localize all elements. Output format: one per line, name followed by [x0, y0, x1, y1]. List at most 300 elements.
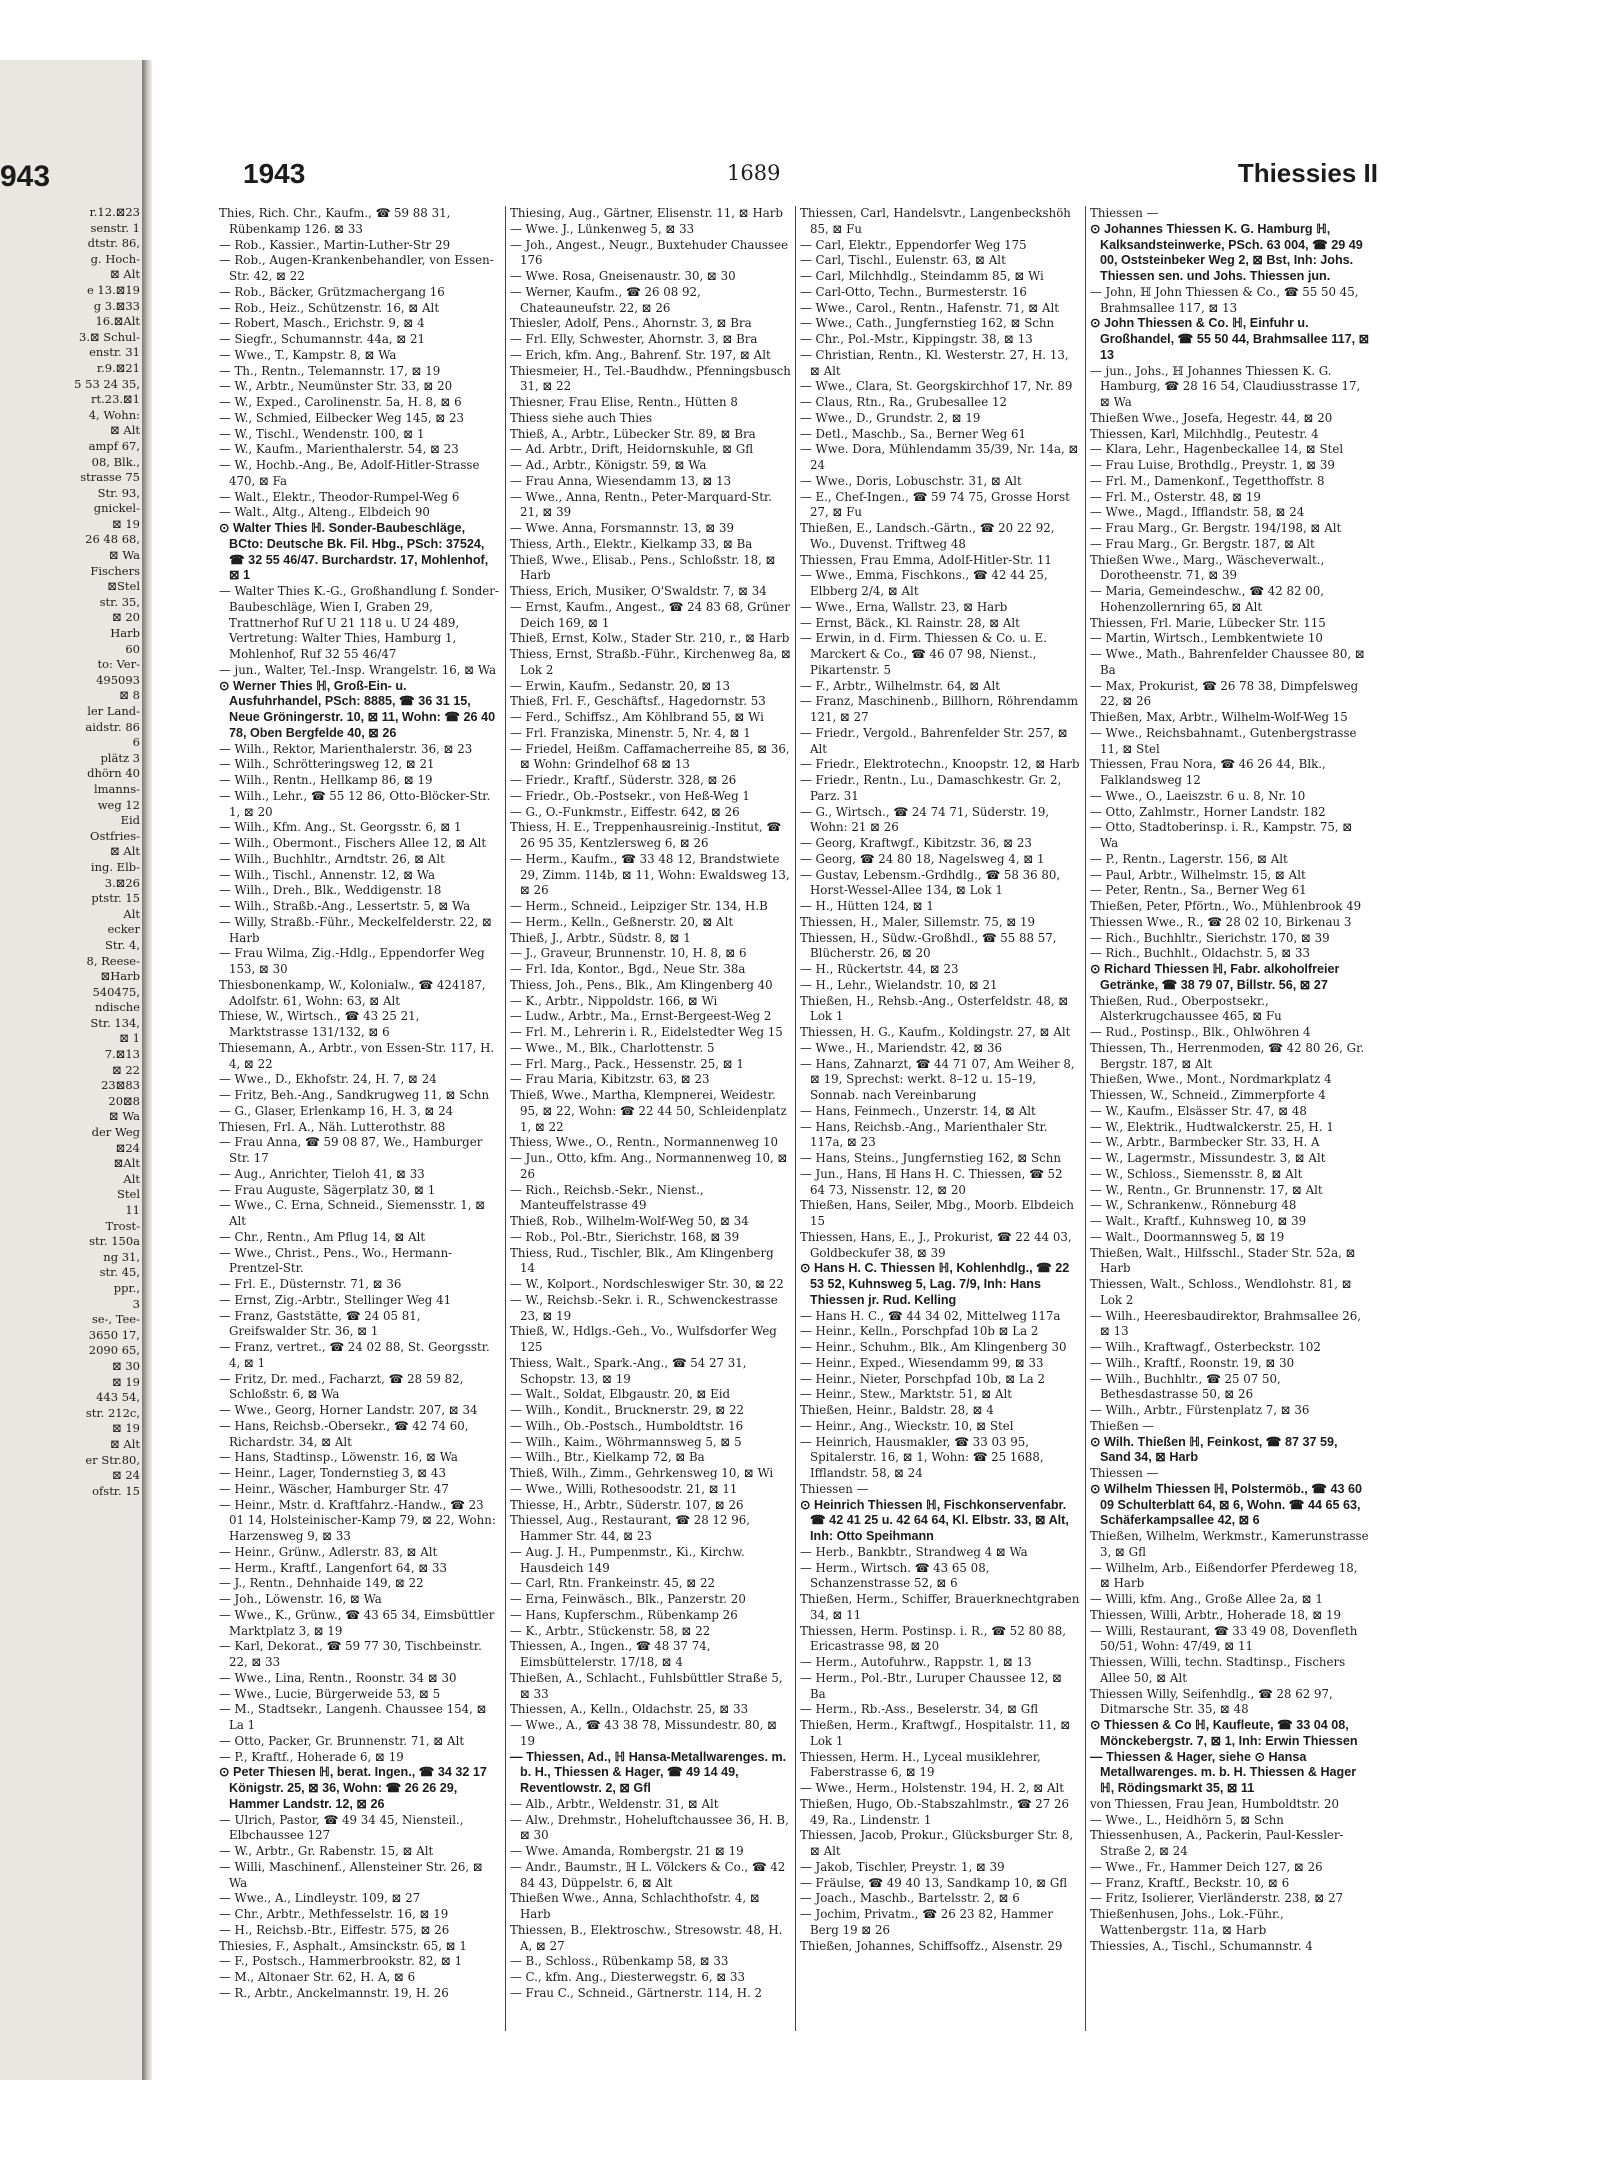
directory-entry: — M., Altonaer Str. 62, H. A, ⊠ 6 — [219, 1970, 416, 1984]
directory-entry: — Willi, Maschinenf., Allensteiner Str. 26, ⊠ Wa — [219, 1859, 483, 1890]
directory-entry: — Frau Marg., Gr. Bergstr. 194/198, ⊠ Alt — [1090, 521, 1342, 535]
directory-entry: — Rich., Reichsb.-Sekr., Nienst., Manteuffelstrasse 49 — [510, 1182, 704, 1213]
previous-page-fragment: dtstr. 86, — [87, 236, 140, 251]
directory-entry: — Wwe. Rosa, Gneisenaustr. 30, ⊠ 30 — [510, 269, 736, 283]
previous-page-fragment: aidstr. 86 — [85, 719, 140, 734]
directory-entry: — Wilh., Ob.-Postsch., Humboldtstr. 16 — [510, 1418, 744, 1433]
directory-entry: — Friedr., Kraftf., Süderstr. 328, ⊠ 26 — [510, 773, 737, 787]
directory-entry: — Peter, Rentn., Sa., Berner Weg 61 — [1090, 883, 1307, 898]
directory-entry: — Wwe. Amanda, Rombergstr. 21 ⊠ 19 — [510, 1844, 744, 1858]
directory-entry: — Ernst, Bäck., Kl. Rainstr. 28, ⊠ Alt — [800, 615, 1020, 630]
directory-entry: Thies, Rich. Chr., Kaufm., ☎ 59 88 31, Rübenkamp 126. ⊠ 33 — [219, 206, 451, 236]
directory-entry: — Wilh., Kaim., Wöhrmannsweg 5, ⊠ 5 — [510, 1434, 742, 1449]
directory-entry: ⊙ Walter Thies ℍ. Sonder-Baubeschläge, BCto: Deutsche Bk. Fil. Hbg., PSch: 37524, ☎ 32 55 46/47. Burchardstr. 17, Mohlenhof, ⊠ 1 — [219, 521, 489, 583]
directory-entry: — Franz, vertret., ☎ 24 02 88, St. Georgsstr. 4, ⊠ 1 — [219, 1340, 490, 1370]
directory-entry: — Rich., Buchhltr., Sierichstr. 170, ⊠ 39 — [1090, 930, 1330, 945]
previous-page-fragment: r.9.⊠21 — [96, 360, 140, 375]
directory-entry: Thieß, W., Hdlgs.-Geh., Vo., Wulfsdorfer Weg 125 — [510, 1324, 777, 1354]
directory-entry: — Claus, Rtn., Ra., Grubesallee 12 — [800, 395, 1007, 409]
directory-entry: — Ferd., Schiffsz., Am Köhlbrand 55, ⊠ Wi — [510, 710, 764, 724]
directory-entry: Thiess, Arth., Elektr., Kielkamp 33, ⊠ Ba — [510, 536, 753, 551]
directory-entry: — Hans, Steins., Jungfernstieg 162, ⊠ Schn — [800, 1151, 1061, 1165]
previous-page-fragment: r.12.⊠23 — [89, 205, 140, 219]
directory-entry: — Herm., Kraftf., Langenfort 64, ⊠ 33 — [219, 1560, 448, 1575]
previous-page-fragment: ofstr. 15 — [92, 1483, 140, 1498]
directory-entry: — Heinr., Exped., Wiesendamm 99, ⊠ 33 — [800, 1355, 1044, 1370]
directory-entry: — Hans, Reichsb.-Obersekr., ☎ 42 74 60, Richardstr. 34, ⊠ Alt — [219, 1418, 469, 1449]
previous-page-fragment: 60 — [125, 641, 140, 656]
previous-page-fragment: Str. 134, — [90, 1015, 140, 1030]
directory-entry: — Rob., Pol.-Btr., Sierichstr. 168, ⊠ 39 — [510, 1229, 740, 1244]
directory-entry: — J., Graveur, Brunnenstr. 10, H. 8, ⊠ 6 — [510, 946, 747, 961]
previous-page-fragment: str. 150a — [89, 1234, 140, 1249]
directory-entry: — Otto, Stadtoberinsp. i. R., Kampstr. 75, ⊠ Wa — [1090, 820, 1353, 850]
previous-page-fragment: ler Land- — [87, 704, 140, 718]
directory-entry: — F., Arbtr., Wilhelmstr. 64, ⊠ Alt — [800, 678, 1001, 693]
previous-page-fragment: 495093 — [96, 672, 140, 687]
directory-entry: Thiessen, Frl. Marie, Lübecker Str. 115 — [1090, 615, 1326, 630]
previous-page-year: 943 — [0, 160, 51, 193]
directory-entry: — Robert, Masch., Erichstr. 9, ⊠ 4 — [219, 316, 425, 331]
directory-entry: ⊙ Werner Thies ℍ, Groß-Ein- u. Ausfuhrhandel, PSch: 8885, ☎ 36 31 15, Neue Gröningerstr. 10, ⊠ 11, Wohn: ☎ 26 40 78, Oben Bergfelde 40, ⊠ 26 — [219, 678, 496, 740]
directory-entry: — Wwe., Herm., Holstenstr. 194, H. 2, ⊠ Alt — [800, 1781, 1064, 1795]
directory-entry: Thießen, Herm., Schiffer, Brauerknechtgraben 34, ⊠ 11 — [800, 1592, 1080, 1622]
directory-entry: Thiessen, B., Elektroschw., Stresowstr. 48, H. A, ⊠ 27 — [510, 1922, 783, 1953]
previous-page-fragment: ppr., — [113, 1280, 140, 1295]
previous-page-fragment: ⊠ 20 — [112, 610, 140, 625]
directory-entry: — Frau C., Schneid., Gärtnerstr. 114, H. 2 — [510, 1985, 763, 2000]
previous-page-fragment: 3650 17, — [88, 1327, 140, 1342]
directory-entry: Thiesen, Frl. A., Näh. Lutterothstr. 88 — [219, 1119, 446, 1134]
directory-entry: — W., Reichsb.-Sekr. i. R., Schwenckestrasse 23, ⊠ 19 — [510, 1292, 778, 1323]
previous-page-fragment: lmanns- — [93, 781, 140, 796]
directory-entry: — Wwe., Reichsbahnamt., Gutenbergstrasse 11, ⊠ Stel — [1090, 725, 1357, 756]
directory-entry: — John, ℍ John Thiessen & Co., ☎ 55 50 45, Brahmsallee 117, ⊠ 13 — [1090, 284, 1359, 315]
directory-entry: — Heinr., Kelln., Porschpfad 10b ⊠ La 2 — [800, 1324, 1039, 1339]
directory-entry: — C., kfm. Ang., Diesterwegstr. 6, ⊠ 33 — [510, 1970, 746, 1984]
directory-entry: — G., O.-Funkmstr., Eiffestr. 642, ⊠ 26 — [510, 804, 740, 819]
previous-page-fragment: 3.⊠26 — [104, 875, 140, 890]
previous-page-fragment: ndische — [94, 1000, 140, 1015]
directory-entry: Thiessen Wwe., R., ☎ 28 02 10, Birkenau 3 — [1090, 914, 1352, 929]
directory-entry: — Wwe., K., Grünw., ☎ 43 65 34, Eimsbüttler Marktplatz 3, ⊠ 19 — [219, 1607, 495, 1638]
directory-entry: — Hans H. C., ☎ 44 34 02, Mittelweg 117a — [800, 1308, 1061, 1323]
previous-page-fragment: ⊠ Alt — [110, 1436, 140, 1451]
directory-entry: — Wwe., Carol., Rentn., Hafenstr. 71, ⊠ Alt — [800, 300, 1059, 315]
directory-entry: — Walt., Soldat, Elbgaustr. 20, ⊠ Eid — [510, 1387, 731, 1402]
previous-page-fragment: 8, Reese- — [86, 953, 140, 968]
directory-entry: Thießen, Herm., Kraftwgf., Hospitalstr. 11, ⊠ Lok 1 — [800, 1718, 1071, 1748]
directory-entry: — Jochim, Privatm., ☎ 26 23 82, Hammer Berg 19 ⊠ 26 — [800, 1907, 1054, 1937]
previous-page-fragment: g 3.⊠33 — [93, 298, 140, 313]
directory-entry: Thießen, H., Rehsb.-Ang., Osterfeldstr. 48, ⊠ Lok 1 — [800, 993, 1069, 1024]
directory-entry: — Karl, Dekorat., ☎ 59 77 30, Tischbeinstr. 22, ⊠ 33 — [219, 1639, 482, 1669]
previous-page-fragment: to: Ver- — [97, 657, 140, 672]
directory-entry: — Jun., Otto, kfm. Ang., Normannenweg 10, ⊠ 26 — [510, 1151, 788, 1181]
directory-entry: — Frl. Marg., Pack., Hessenstr. 25, ⊠ 1 — [510, 1056, 744, 1071]
directory-entry: Thiessen, Carl, Handelsvtr., Langenbeckshöh 85, ⊠ Fu — [800, 206, 1071, 236]
directory-entry: — W., Rentn., Gr. Brunnenstr. 17, ⊠ Alt — [1090, 1182, 1323, 1197]
previous-page-fragment: Ostfries- — [90, 828, 140, 843]
directory-entry: — Otto, Zahlmstr., Horner Landstr. 182 — [1090, 804, 1326, 819]
directory-entry: — Frau Marg., Gr. Bergstr. 187, ⊠ Alt — [1090, 536, 1315, 551]
directory-entry: — Wwe., Anna, Rentn., Peter-Marquard-Str. 21, ⊠ 39 — [510, 489, 773, 520]
previous-page-fragment: 7.⊠13 — [104, 1047, 140, 1062]
directory-entry: — H., Rückertstr. 44, ⊠ 23 — [800, 962, 959, 976]
previous-page-fragment: ampf 67, — [88, 438, 140, 453]
directory-entry: — Heinr., Wäscher, Hamburger Str. 47 — [219, 1481, 449, 1496]
directory-entry: — Wilh., Straßb.-Ang., Lessertstr. 5, ⊠ Wa — [219, 899, 471, 913]
previous-page-fragment: ⊠ Wa — [109, 1109, 140, 1124]
directory-entry: Thiesner, Frau Elise, Rentn., Hütten 8 — [510, 395, 738, 409]
directory-entry: Thiess, Walt., Spark.-Ang., ☎ 54 27 31, Schopstr. 13, ⊠ 19 — [510, 1355, 747, 1386]
directory-entry: Thießen, Wwe., Mont., Nordmarkplatz 4 — [1090, 1072, 1332, 1087]
directory-entry: — B., Schloss., Rübenkamp 58, ⊠ 33 — [510, 1954, 729, 1969]
directory-entry: Thiessen, Th., Herrenmoden, ☎ 42 80 26, Gr. Bergstr. 187, ⊠ Alt — [1090, 1040, 1365, 1071]
directory-entry: — Wwe., Lina, Rentn., Roonstr. 34 ⊠ 30 — [219, 1670, 457, 1685]
directory-entry: — Franz, Gaststätte, ☎ 24 05 81, Greifswalder Str. 36, ⊠ 1 — [219, 1308, 421, 1339]
directory-entry: — W., Arbtr., Barmbecker Str. 33, H. A — [1090, 1135, 1320, 1150]
directory-entry: — Gustav, Lebensm.-Grdhdlg., ☎ 58 36 80, Horst-Wessel-Allee 134, ⊠ Lok 1 — [800, 867, 1061, 898]
previous-page-fragment: 23⊠83 — [101, 1078, 140, 1093]
directory-entry: — Maria, Gemeindeschw., ☎ 42 82 00, Hohenzollernring 65, ⊠ Alt — [1090, 584, 1325, 614]
directory-entry: — W., Hochb.-Ang., Be, Adolf-Hitler-Strasse 470, ⊠ Fa — [219, 458, 480, 488]
previous-page-fragment: ptstr. 15 — [91, 891, 140, 906]
directory-entry: — Wilh., Kraftwagf., Osterbeckstr. 102 — [1090, 1340, 1321, 1354]
directory-entry: — Andr., Baumstr., ℍ L. Völckers & Co., ☎ 42 84 43, Düppelstr. 6, ⊠ Alt — [510, 1859, 786, 1890]
directory-entry: — Wwe., Cath., Jungfernstieg 162, ⊠ Schn — [800, 316, 1055, 331]
directory-entry: Thiessen, Karl, Milchhdlg., Peutestr. 4 — [1090, 426, 1319, 441]
directory-entry: Thiesing, Aug., Gärtner, Elisenstr. 11, ⊠ Harb — [510, 206, 783, 220]
directory-entry: Thießen, A., Schlacht., Fuhlsbüttler Straße 5, ⊠ 33 — [510, 1670, 783, 1701]
previous-page-fragment: 26 48 68, — [85, 532, 140, 547]
directory-entry: — Chr., Pol.-Mstr., Kippingstr. 38, ⊠ 13 — [800, 332, 1033, 346]
previous-page-fragment: ng 31, — [103, 1249, 140, 1264]
directory-entry: Thiessen, H., Südw.-Großhdl., ☎ 55 88 57, Blücherstr. 26, ⊠ 20 — [800, 930, 1057, 961]
directory-entry: — R., Arbtr., Anckelmannstr. 19, H. 26 — [219, 1985, 449, 2000]
directory-entry: — Frl. M., Osterstr. 48, ⊠ 19 — [1090, 489, 1261, 504]
directory-entry: Thiesmeier, H., Tel.-Baudhdw., Pfenningsbusch 31, ⊠ 22 — [510, 363, 791, 394]
directory-entry: — Heinrich, Hausmakler, ☎ 33 03 95, Spitalerstr. 16, ⊠ 1, Wohn: ☎ 25 1688, Ifflandstr. 58, ⊠ 24 — [800, 1434, 1044, 1480]
directory-entry: Thießen, Hans, Seiler, Mbg., Moorb. Elbdeich 15 — [800, 1198, 1074, 1228]
directory-entry: Thiessen, H. G., Kaufm., Koldingstr. 27, ⊠ Alt — [800, 1025, 1071, 1039]
directory-entry: ⊙ John Thiessen & Co. ℍ, Einfuhr u. Großhandel, ☎ 55 50 44, Brahmsallee 117, ⊠ 13 — [1090, 316, 1370, 362]
directory-entry: — Ulrich, Pastor, ☎ 49 34 45, Niensteil., Elbchaussee 127 — [219, 1812, 464, 1843]
previous-page-fragment: ⊠ 8 — [119, 688, 140, 703]
previous-page-fragment: ⊠Alt — [113, 1156, 140, 1171]
directory-entry: Thiese, W., Wirtsch., ☎ 43 25 21, Marktstrasse 131/132, ⊠ 6 — [219, 1009, 420, 1039]
directory-entry: — H., Hütten 124, ⊠ 1 — [800, 899, 934, 913]
directory-entry: — Wilh., Kfm. Ang., St. Georgsstr. 6, ⊠ 1 — [219, 820, 462, 835]
directory-entry: — Herb., Bankbtr., Strandweg 4 ⊠ Wa — [800, 1544, 1028, 1559]
directory-entry: Thiess, Wwe., O., Rentn., Normannenweg 10 — [510, 1135, 779, 1150]
directory-entry: — Christian, Rentn., Kl. Westerstr. 27, H. 13, ⊠ Alt — [800, 347, 1069, 378]
directory-entry: Thießen Wwe., Marg., Wäscheverwalt., Dorotheenstr. 71, ⊠ 39 — [1090, 552, 1325, 583]
directory-entry: Thießen — — [1090, 1418, 1155, 1433]
column-4 — [1085, 206, 1375, 2031]
directory-entry: Thiessel, Aug., Restaurant, ☎ 28 12 96, Hammer Str. 44, ⊠ 23 — [510, 1513, 751, 1543]
directory-entry: — Frau Luise, Brothdlg., Preystr. 1, ⊠ 39 — [1090, 458, 1335, 472]
directory-entry: — Hans, Zahnarzt, ☎ 44 71 07, Am Weiher 8, ⊠ 19, Sprechst: werkt. 8–12 u. 15–19, Sonnab. nach Vereinbarung — [800, 1056, 1075, 1102]
directory-entry: — Thiessen & Hager, siehe ⊙ Hansa Metallwarenges. m. b. H. Thiessen & Hager ℍ, Rödingsmarkt 35, ⊠ 11 — [1090, 1749, 1357, 1795]
directory-entry: — W., Kaufm., Elsässer Str. 47, ⊠ 48 — [1090, 1103, 1307, 1118]
directory-entry: — Herm., Rb.-Ass., Beselerstr. 34, ⊠ Gfl — [800, 1702, 1039, 1717]
directory-entry: — Wilh., Dreh., Blk., Weddigenstr. 18 — [219, 883, 442, 898]
previous-page-fragment: gnickel- — [93, 501, 140, 516]
column-3 — [795, 206, 1085, 2031]
directory-entry: — Friedr., Vergold., Bahrenfelder Str. 257, ⊠ Alt — [800, 725, 1068, 756]
previous-page-fragment: 540475, — [92, 984, 140, 999]
directory-entry: ⊙ Johannes Thiessen K. G. Hamburg ℍ, Kalksandsteinwerke, PSch. 63 004, ☎ 29 49 00, Oststeinbeker Weg 2, ⊠ Bst, Inh: Johs. Thiessen sen. und Johs. Thiessen jun. — [1090, 221, 1363, 283]
directory-entry: von Thiessen, Frau Jean, Humboldtstr. 20 — [1090, 1796, 1340, 1811]
directory-entry: — F., Postsch., Hammerbrookstr. 82, ⊠ 1 — [219, 1954, 463, 1969]
directory-entry: Thiesler, Adolf, Pens., Ahornstr. 3, ⊠ Bra — [510, 316, 752, 331]
directory-entry: — Wwe., O., Laeiszstr. 6 u. 8, Nr. 10 — [1090, 788, 1306, 803]
previous-page-fragment: ⊠Stel — [107, 579, 140, 594]
directory-entry: — Martin, Wirtsch., Lembkentwiete 10 — [1090, 631, 1323, 646]
directory-entry: — Ernst, Kaufm., Angest., ☎ 24 83 68, Grüner Deich 169, ⊠ 1 — [510, 599, 790, 630]
directory-entry: — Wilh., Lehr., ☎ 55 12 86, Otto-Blöcker-Str. 1, ⊠ 20 — [219, 788, 491, 819]
directory-entry: — Friedel, Heißm. Caffamacherreihe 85, ⊠ 36, ⊠ Wohn: Grindelhof 68 ⊠ 13 — [510, 741, 790, 772]
directory-entry: Thießen Wwe., Anna, Schlachthofstr. 4, ⊠ Harb — [510, 1891, 760, 1921]
directory-entry: — Erich, kfm. Ang., Bahrenf. Str. 197, ⊠ Alt — [510, 347, 771, 362]
directory-entry: — Wwe., Emma, Fischkons., ☎ 42 44 25, Elbberg 2/4, ⊠ Alt — [800, 568, 1048, 598]
directory-entry: — Herm., Pol.-Btr., Luruper Chaussee 12, ⊠ Ba — [800, 1670, 1063, 1701]
directory-entry: — Detl., Maschb., Sa., Berner Weg 61 — [800, 426, 1027, 441]
directory-entry: — Th., Rentn., Telemannstr. 17, ⊠ 19 — [219, 363, 441, 378]
directory-entry: Thieß, Frl. F., Geschäftsf., Hagedornstr. 53 — [510, 694, 766, 709]
directory-entry: Thießen, Hugo, Ob.-Stabszahlmstr., ☎ 27 26 49, Ra., Lindenstr. 1 — [800, 1796, 1070, 1827]
directory-entry: — Chr., Arbtr., Methfesselstr. 16, ⊠ 19 — [219, 1907, 449, 1921]
directory-entry: — G., Wirtsch., ☎ 24 74 71, Süderstr. 19, Wohn: 21 ⊠ 26 — [800, 804, 1050, 835]
previous-page-fragment: rt.23.⊠1 — [90, 392, 140, 407]
directory-entry: — Wwe., Clara, St. Georgskirchhof 17, Nr. 89 — [800, 379, 1073, 394]
directory-entry: — Georg, Kraftwgf., Kibitzstr. 36, ⊠ 23 — [800, 836, 1032, 850]
directory-entry: — Erwin, in d. Firm. Thiessen & Co. u. E. Marckert & Co., ☎ 46 07 98, Nienst., Pikartenstr. 5 — [800, 631, 1048, 677]
previous-page-fragment: str. 212c, — [85, 1405, 140, 1420]
directory-entry: — Otto, Packer, Gr. Brunnenstr. 71, ⊠ Alt — [219, 1733, 465, 1748]
previous-page-fragment: ⊠ Alt — [110, 844, 140, 859]
previous-page-fragment: ⊠ 22 — [112, 1062, 140, 1077]
previous-page-fragment: 443 54, — [96, 1390, 140, 1405]
directory-entry: — Heinr., Nieter, Porschpfad 10b, ⊠ La 2 — [800, 1371, 1045, 1386]
directory-entry: Thiessen, Herm. Postinsp. i. R., ☎ 52 80 88, Ericastrasse 98, ⊠ 20 — [800, 1623, 1066, 1654]
directory-entry: — Hans, Reichsb.-Ang., Marienthaler Str. 117a, ⊠ 23 — [800, 1119, 1048, 1150]
directory-entry: — Frau Anna, Wiesendamm 13, ⊠ 13 — [510, 473, 732, 488]
directory-entry: Thieß, Rob., Wilhelm-Wolf-Weg 50, ⊠ 34 — [510, 1214, 749, 1228]
directory-entry: — Wwe., Magd., Ifflandstr. 58, ⊠ 24 — [1090, 505, 1305, 520]
directory-entry: — Jakob, Tischler, Preystr. 1, ⊠ 39 — [800, 1859, 1005, 1874]
directory-entry: — Wilh., Heeresbaudirektor, Brahmsallee 26, ⊠ 13 — [1090, 1308, 1361, 1339]
directory-entry: — Wwe., D., Grundstr. 2, ⊠ 19 — [800, 410, 981, 425]
directory-entry: ⊙ Wilh. Thießen ℍ, Feinkost, ☎ 87 37 59, Sand 34, ⊠ Harb — [1090, 1434, 1338, 1465]
directory-entry: Thiessen, Walt., Schloss., Wendlohstr. 81, ⊠ Lok 2 — [1090, 1277, 1352, 1307]
previous-page-fragment: Alt — [123, 906, 140, 921]
previous-page-fragment: 4, Wohn: — [88, 407, 140, 422]
previous-page-fragment: Stel — [117, 1187, 140, 1202]
directory-entry: Thieß, Ernst, Kolw., Stader Str. 210, r., ⊠ Harb — [510, 631, 790, 646]
directory-entry: — Erwin, Kaufm., Sedanstr. 20, ⊠ 13 — [510, 678, 731, 693]
directory-entry: — Chr., Rentn., Am Pflug 14, ⊠ Alt — [219, 1229, 426, 1244]
directory-entry: Thießen, Heinr., Baldstr. 28, ⊠ 4 — [800, 1403, 994, 1417]
previous-page-fragment: ⊠24 — [115, 1140, 140, 1155]
directory-entry: — jun., Walter, Tel.-Insp. Wrangelstr. 16, ⊠ Wa — [219, 662, 497, 677]
directory-entry: — Friedr., Ob.-Postsekr., von Heß-Weg 1 — [510, 788, 750, 803]
directory-entry: Thiessen, Herm. H., Lyceal musiklehrer, Faberstrasse 6, ⊠ 19 — [800, 1749, 1041, 1780]
directory-entry: — Heinr., Mstr. d. Kraftfahrz.-Handw., ☎ 23 01 14, Holsteinischer-Kamp 79, ⊠ 22, Wohn: Harzensweg 9, ⊠ 33 — [219, 1497, 496, 1543]
directory-entry: Thiessen, W., Schneid., Zimmerpforte 4 — [1090, 1088, 1326, 1102]
directory-entry: Thieß, J., Arbtr., Südstr. 8, ⊠ 1 — [510, 930, 691, 945]
previous-page-fragment: weg 12 — [97, 797, 140, 812]
directory-entry: — Wilh., Arbtr., Fürstenplatz 7, ⊠ 36 — [1090, 1403, 1310, 1417]
directory-entry: Thiessen, Hans, E., J., Prokurist, ☎ 22 44 03, Goldbeckufer 38, ⊠ 39 — [800, 1229, 1072, 1260]
directory-entry: — Wwe., Willi, Rothesoodstr. 21, ⊠ 11 — [510, 1481, 738, 1496]
directory-entry: — Rud., Postinsp., Blk., Ohlwöhren 4 — [1090, 1025, 1311, 1039]
directory-entry: — W., Elektrik., Hudtwalckerstr. 25, H. 1 — [1090, 1119, 1334, 1134]
column-2 — [505, 206, 795, 2031]
directory-entry: Thiessenhusen, A., Packerin, Paul-Kessler-Straße 2, ⊠ 24 — [1090, 1828, 1344, 1858]
previous-page-fragment: 6 — [132, 735, 140, 750]
directory-entry: Thiess, Rud., Tischler, Blk., Am Klingenberg 14 — [510, 1245, 774, 1276]
directory-entry: — Wilh., Kraftf., Roonstr. 19, ⊠ 30 — [1090, 1355, 1295, 1370]
previous-page-fragment: ing. Elb- — [90, 859, 140, 874]
directory-entry: — Friedr., Elektrotechn., Knoopstr. 12, ⊠ Harb — [800, 757, 1080, 772]
directory-entry: Thiess, Ernst, Straßb.-Führ., Kirchenweg 8a, ⊠ Lok 2 — [510, 647, 791, 677]
directory-entry: — Willi, Restaurant, ☎ 33 49 08, Dovenfleth 50/51, Wohn: 47/49, ⊠ 11 — [1090, 1623, 1358, 1654]
directory-entry: Thiessen, Frau Nora, ☎ 46 26 44, Blk., Falklandsweg 12 — [1090, 757, 1326, 787]
directory-entry: — Wilhelm, Arb., Eißendorfer Pferdeweg 18, ⊠ Harb — [1090, 1560, 1358, 1591]
directory-entry: — Alb., Arbtr., Weldenstr. 31, ⊠ Alt — [510, 1796, 719, 1811]
directory-entry: — Carl-Otto, Techn., Burmesterstr. 16 — [800, 284, 1027, 299]
directory-entry: — Carl, Elektr., Eppendorfer Weg 175 — [800, 237, 1027, 252]
directory-entry: — Willi, kfm. Ang., Große Allee 2a, ⊠ 1 — [1090, 1592, 1323, 1606]
directory-entry: — Aug., Anrichter, Tieloh 41, ⊠ 33 — [219, 1166, 425, 1181]
directory-entry: — Werner, Kaufm., ☎ 26 08 92, Chateauneufstr. 22, ⊠ 26 — [510, 284, 701, 315]
directory-entry: — Heinr., Ang., Wieckstr. 10, ⊠ Stel — [800, 1418, 1014, 1433]
directory-entry: — Herm., Schneid., Leipziger Str. 134, H.B — [510, 899, 768, 913]
previous-page-fragment: Fischers — [90, 563, 140, 578]
directory-entry: — Frl. M., Damenkonf., Tegetthoffstr. 8 — [1090, 473, 1325, 488]
directory-entry: Thiess, H. E., Treppenhausreinig.-Institut, ☎ 26 95 35, Kentzlersweg 6, ⊠ 26 — [510, 820, 782, 850]
previous-page-fragment: er Str.80, — [85, 1452, 140, 1467]
directory-entry: — Wwe., Lucie, Bürgerweide 53, ⊠ 5 — [219, 1686, 441, 1701]
directory-entry: — Frl. E., Düsternstr. 71, ⊠ 36 — [219, 1277, 402, 1291]
directory-entry: — Heinr., Lager, Tondernstieg 3, ⊠ 43 — [219, 1466, 446, 1480]
directory-entry: — Franz, Kraftf., Beckstr. 10, ⊠ 6 — [1090, 1875, 1290, 1890]
directory-entry: — Joh., Löwenstr. 16, ⊠ Wa — [219, 1592, 382, 1606]
directory-entry: — Wwe., T., Kampstr. 8, ⊠ Wa — [219, 347, 397, 362]
directory-entry: — J., Rentn., Dehnhaide 149, ⊠ 22 — [219, 1576, 424, 1591]
directory-entry: — Paul, Arbtr., Wilhelmstr. 15, ⊠ Alt — [1090, 867, 1306, 882]
directory-entry: — Wilh., Buchhltr., ☎ 25 07 50, Bethesdastrasse 50, ⊠ 26 — [1090, 1371, 1281, 1402]
directory-entry: — K., Arbtr., Stückenstr. 58, ⊠ 22 — [510, 1623, 711, 1638]
previous-page-fragment: 3.⊠ Schul- — [79, 329, 140, 344]
directory-entry: — Wilh., Obermont., Fischers Allee 12, ⊠ Alt — [219, 836, 487, 850]
previous-page-edge — [0, 60, 143, 2080]
directory-entry: — W., Arbtr., Gr. Rabenstr. 15, ⊠ Alt — [219, 1844, 434, 1858]
directory-entry: — Walt., Kraftf., Kuhnsweg 10, ⊠ 39 — [1090, 1214, 1307, 1228]
directory-entry: Thießen, Max, Arbtr., Wilhelm-Wolf-Weg 15 — [1090, 710, 1348, 724]
directory-entry: — P., Rentn., Lagerstr. 156, ⊠ Alt — [1090, 851, 1288, 866]
directory-entry: — Frau Wilma, Zig.-Hdlg., Eppendorfer Weg 153, ⊠ 30 — [219, 946, 485, 976]
directory-entry: Thiessies, A., Tischl., Schumannstr. 4 — [1090, 1938, 1313, 1953]
directory-entry: — Wilh., Rektor, Marienthalerstr. 36, ⊠ 23 — [219, 741, 473, 756]
directory-entry: — Hans, Stadtinsp., Löwenstr. 16, ⊠ Wa — [219, 1450, 458, 1465]
previous-page-fragment: Trost- — [105, 1218, 140, 1233]
previous-page-fragment: Harb — [110, 626, 140, 641]
directory-entry: — Klara, Lehr., Hagenbeckallee 14, ⊠ Stel — [1090, 442, 1344, 457]
directory-entry: — K., Arbtr., Nippoldstr. 166, ⊠ Wi — [510, 993, 718, 1008]
directory-entry: — Wwe., Christ., Pens., Wo., Hermann-Prentzel-Str. — [219, 1245, 453, 1276]
directory-entry: — Herm., Kaufm., ☎ 33 48 12, Brandstwiete 29, Zimm. 114b, ⊠ 11, Wohn: Ewaldsweg 13, ⊠ 26 — [510, 851, 790, 898]
directory-entry: — Herm., Kelln., Geßnerstr. 20, ⊠ Alt — [510, 914, 734, 929]
directory-entry: — Rob., Kassier., Martin-Luther-Str 29 — [219, 237, 451, 252]
directory-entry: — Wwe. Dora, Mühlendamm 35/39, Nr. 14a, ⊠ 24 — [800, 442, 1079, 472]
directory-entry: ⊙ Heinrich Thiessen ℍ, Fischkonservenfabr. ☎ 42 41 25 u. 42 64 64, Kl. Elbstr. 33, ⊠ Alt, Inh: Otto Speihmann — [800, 1497, 1069, 1543]
directory-entry: Thiess siehe auch Thies — [510, 410, 653, 425]
directory-entry: Thießen, Johannes, Schiffsoffz., Alsenstr. 29 — [800, 1938, 1063, 1953]
directory-entry: — W., Tischl., Wendenstr. 100, ⊠ 1 — [219, 426, 425, 441]
directory-entry: — jun., Johs., ℍ Johannes Thiessen K. G. Hamburg, ☎ 28 16 54, Claudiusstrasse 17, ⊠ Wa — [1090, 363, 1361, 409]
directory-entry: ⊙ Richard Thiessen ℍ, Fabr. alkoholfreier Getränke, ☎ 38 79 07, Billstr. 56, ⊠ 27 — [1090, 962, 1340, 992]
previous-page-fragments — [0, 205, 140, 1499]
previous-page-fragment: se-, Tee- — [91, 1312, 140, 1327]
directory-entry: — W., Exped., Carolinenstr. 5a, H. 8, ⊠ 6 — [219, 395, 462, 409]
directory-entry: — Frau Maria, Kibitzstr. 63, ⊠ 23 — [510, 1072, 710, 1087]
directory-entry: — Rob., Bäcker, Grützmachergang 16 — [219, 284, 445, 299]
directory-entry: Thießen, Wilhelm, Werkmstr., Kamerunstrasse 3, ⊠ Gfl — [1090, 1529, 1369, 1559]
directory-entry: Thiessen — — [1090, 1466, 1159, 1480]
directory-entry: — Wwe., Doris, Lobuschstr. 31, ⊠ Alt — [800, 473, 1022, 488]
directory-entry: — W., Schloss., Siemensstr. 8, ⊠ Alt — [1090, 1166, 1303, 1181]
directory-entry: — Alw., Drehmstr., Hoheluftchaussee 36, H. B, ⊠ 30 — [510, 1812, 789, 1843]
directory-entry: Thieß, Wwe., Martha, Klempnerei, Weidestr. 95, ⊠ 22, Wohn: ☎ 22 44 50, Schleidenplatz 1, ⊠ 22 — [510, 1088, 787, 1134]
directory-entry: — W., Lagermstr., Missundestr. 3, ⊠ Alt — [1090, 1151, 1326, 1165]
previous-page-fragment: e 13.⊠19 — [86, 282, 140, 297]
directory-entry: — Georg, ☎ 24 80 18, Nagelsweg 4, ⊠ 1 — [800, 851, 1045, 866]
directory-entry: — Ludw., Arbtr., Ma., Ernst-Bergeest-Weg 2 — [510, 1009, 772, 1024]
previous-page-fragment: 20⊠8 — [108, 1093, 140, 1108]
directory-entry: — W., Kolport., Nordschleswiger Str. 30, ⊠ 22 — [510, 1277, 784, 1291]
page-year: 1943 — [243, 158, 306, 189]
directory-entry: Thießen, Rud., Oberpostsekr., Alsterkrugchaussee 465, ⊠ Fu — [1090, 993, 1282, 1024]
directory-entry: Thießenhusen, Johs., Lok.-Führ., Wattenbergstr. 11a, ⊠ Harb — [1090, 1907, 1284, 1937]
previous-page-fragment: 2090 65, — [88, 1343, 140, 1358]
directory-entry: — Wilh., Btr., Kielkamp 72, ⊠ Ba — [510, 1450, 705, 1465]
directory-entry: — Rich., Buchhlt., Oldachstr. 5, ⊠ 33 — [1090, 946, 1311, 961]
directory-entry: — Wwe., Math., Bahrenfelder Chaussee 80, ⊠ Ba — [1090, 647, 1365, 677]
directory-entry: Thiessen, Willi, Arbtr., Hoherade 18, ⊠ 19 — [1090, 1607, 1342, 1622]
previous-page-fragment: ⊠ 19 — [112, 1421, 140, 1436]
directory-entry: — Ad., Arbtr., Königstr. 59, ⊠ Wa — [510, 458, 707, 472]
directory-entry: Thiessen, Frau Emma, Adolf-Hitler-Str. 11 — [800, 552, 1052, 567]
previous-page-fragment: ⊠ 24 — [112, 1468, 140, 1483]
previous-page-fragment: 5 53 24 35, — [74, 376, 140, 391]
directory-entry: Thießen, E., Landsch.-Gärtn., ☎ 20 22 92, Wo., Duvenst. Triftweg 48 — [800, 521, 1055, 551]
directory-entry: — Carl, Milchhdlg., Steindamm 85, ⊠ Wi — [800, 269, 1044, 283]
directory-entry: — Siegfr., Schumannstr. 44a, ⊠ 21 — [219, 332, 426, 346]
directory-entry: Thiess, Erich, Musiker, O'Swaldstr. 7, ⊠ 34 — [510, 584, 767, 598]
directory-entry: — H., Lehr., Wielandstr. 10, ⊠ 21 — [800, 977, 998, 992]
previous-page-fragment: 08, Blk., — [91, 454, 140, 469]
directory-entry: Thießen Wwe., Josefa, Hegestr. 44, ⊠ 20 — [1090, 410, 1333, 425]
directory-entry: — Fritz, Dr. med., Facharzt, ☎ 28 59 82, Schloßstr. 6, ⊠ Wa — [219, 1371, 464, 1402]
directory-entry: — Joh., Angest., Neugr., Buxtehuder Chaussee 176 — [510, 237, 789, 268]
directory-entry: Thiess, Joh., Pens., Blk., Am Klingenberg 40 — [510, 977, 773, 992]
directory-entry: — Wwe., C. Erna, Schneid., Siemensstr. 1, ⊠ Alt — [219, 1198, 486, 1228]
directory-entry: — Frl. Ida, Kontor., Bgd., Neue Str. 38a — [510, 962, 746, 976]
previous-page-fragment: 11 — [125, 1203, 140, 1217]
